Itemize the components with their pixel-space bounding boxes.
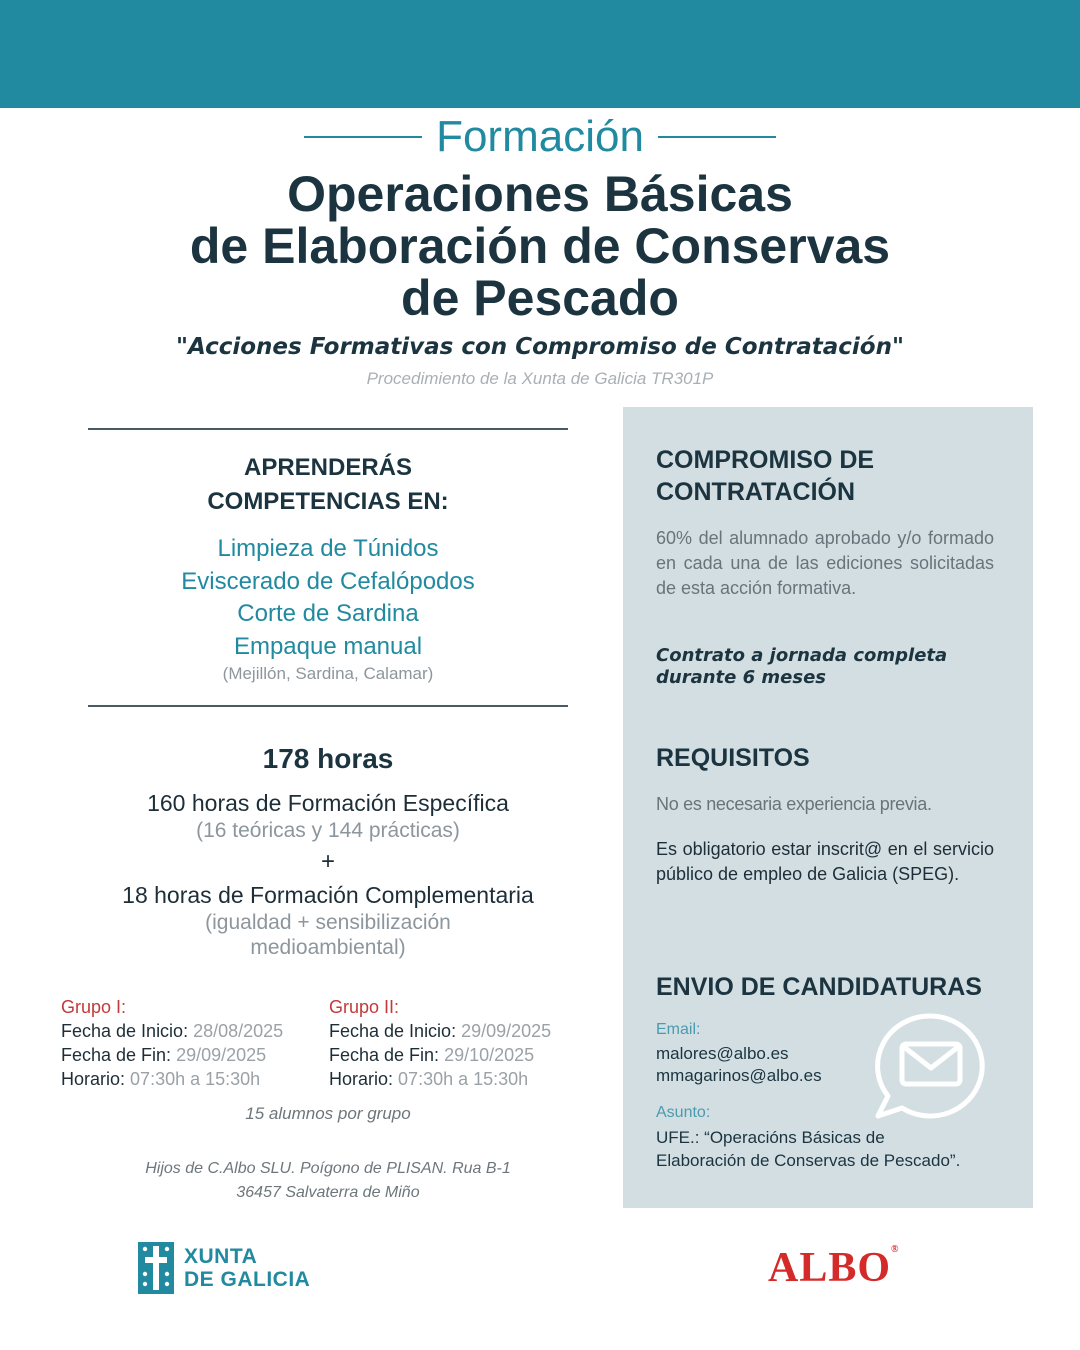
subject-line: Elaboración de Conservas de Pescado”.	[656, 1151, 961, 1170]
requirement-1: No es necesaria experiencia previa.	[656, 794, 932, 814]
commitment-body: 60% del alumnado aprobado y/o formado en cada una de las ediciones solicitadas de esta acción formativa.	[656, 528, 994, 598]
commitment-title-line: COMPROMISO DE	[656, 446, 875, 474]
xunta-line: XUNTA	[184, 1245, 258, 1268]
requirement-2: Es obligatorio estar inscrit@ en el servicio público de empleo de Galicia (SPEG).	[656, 839, 994, 884]
divider-top	[88, 428, 568, 430]
complementary-detail-line: (igualdad + sensibilización	[205, 911, 451, 934]
list-item: Corte de Sardina	[237, 600, 419, 627]
registered-mark: ®	[891, 1244, 899, 1255]
xunta-line: DE GALICIA	[184, 1268, 311, 1291]
top-banner	[0, 0, 1080, 108]
schedule-label: Horario:	[61, 1069, 126, 1089]
heading-line: COMPETENCIAS EN:	[207, 488, 449, 515]
commitment-title	[656, 444, 1006, 508]
email-link[interactable]: mmagarinos@albo.es	[656, 1066, 822, 1085]
start-label: Fecha de Inicio:	[61, 1021, 189, 1041]
email-label: Email:	[656, 1021, 701, 1038]
schedule-label: Horario:	[329, 1069, 394, 1089]
submission-title: ENVIO DE CANDIDATURAS	[656, 973, 982, 1001]
divider-middle	[88, 705, 568, 707]
albo-logo	[768, 1244, 899, 1292]
kicker-rule-right	[658, 136, 776, 138]
address-line: 36457 Salvaterra de Miño	[236, 1184, 420, 1201]
xunta-wordmark	[184, 1245, 310, 1291]
group-1	[61, 995, 283, 1091]
specific-hours: 160 horas de Formación Específica	[147, 790, 509, 816]
contract-line: Contrato a jornada completa	[656, 645, 948, 666]
contract-note	[656, 645, 996, 689]
procedure-note: Procedimiento de la Xunta de Galicia TR301P	[366, 369, 714, 388]
start-date: 29/09/2025	[461, 1021, 552, 1041]
list-item: Eviscerado de Cefalópodos	[181, 567, 475, 595]
competencies-list	[88, 533, 568, 685]
subject-line: UFE.: “Operacións Básicas de	[656, 1128, 885, 1147]
subject-label: Asunto:	[656, 1104, 711, 1121]
commitment-title-line: CONTRATACIÓN	[656, 478, 856, 506]
total-hours: 178 horas	[262, 743, 394, 774]
schedule: 07:30h a 15:30h	[398, 1069, 529, 1089]
competencies-heading	[88, 451, 568, 519]
end-label: Fecha de Fin:	[329, 1045, 440, 1065]
email-list	[656, 1043, 822, 1087]
heading-line: APRENDERÁS	[243, 454, 413, 481]
email-link[interactable]: malores@albo.es	[656, 1044, 789, 1063]
address	[88, 1157, 568, 1205]
competencies-note: (Mejillón, Sardina, Calamar)	[222, 664, 434, 683]
subject-text	[656, 1126, 1006, 1172]
students-per-group: 15 alumnos por grupo	[245, 1104, 411, 1123]
envelope-chat-icon	[872, 1010, 990, 1122]
list-item: Limpieza de Túnidos	[217, 535, 439, 562]
specific-hours-detail: (16 teóricas y 144 prácticas)	[196, 819, 460, 842]
page-title	[0, 168, 1080, 324]
start-date: 28/08/2025	[193, 1021, 284, 1041]
group-2	[329, 995, 551, 1091]
address-line: Hijos de C.Albo SLU. Poígono de PLISAN. Rua B-1	[145, 1160, 511, 1177]
title-line: Operaciones Básicas	[287, 166, 793, 222]
albo-wordmark: ALBO	[768, 1245, 892, 1291]
group-name: Grupo II:	[329, 997, 400, 1017]
kicker-rule-left	[304, 136, 422, 138]
end-date: 29/09/2025	[176, 1045, 267, 1065]
title-line: de Pescado	[401, 270, 679, 326]
plus-sign: +	[320, 848, 335, 875]
group-name: Grupo I:	[61, 997, 127, 1017]
xunta-emblem-icon	[138, 1242, 174, 1294]
complementary-hours: 18 horas de Formación Complementaria	[122, 882, 534, 908]
list-item: Empaque manual	[233, 632, 423, 660]
kicker	[0, 112, 1080, 162]
xunta-cross-icon	[138, 1242, 174, 1294]
subtitle: "Acciones Formativas con Compromiso de Contratación"	[176, 334, 904, 360]
end-date: 29/10/2025	[444, 1045, 535, 1065]
start-label: Fecha de Inicio:	[329, 1021, 457, 1041]
hours-breakdown	[78, 789, 578, 960]
kicker-word: Formación	[436, 112, 644, 161]
end-label: Fecha de Fin:	[61, 1045, 172, 1065]
contract-line: durante 6 meses	[656, 667, 827, 688]
requirements-title: REQUISITOS	[656, 744, 810, 772]
schedule: 07:30h a 15:30h	[130, 1069, 261, 1089]
xunta-logo	[138, 1242, 338, 1296]
title-line: de Elaboración de Conservas	[189, 218, 891, 274]
complementary-detail-line: medioambiental)	[250, 936, 406, 959]
